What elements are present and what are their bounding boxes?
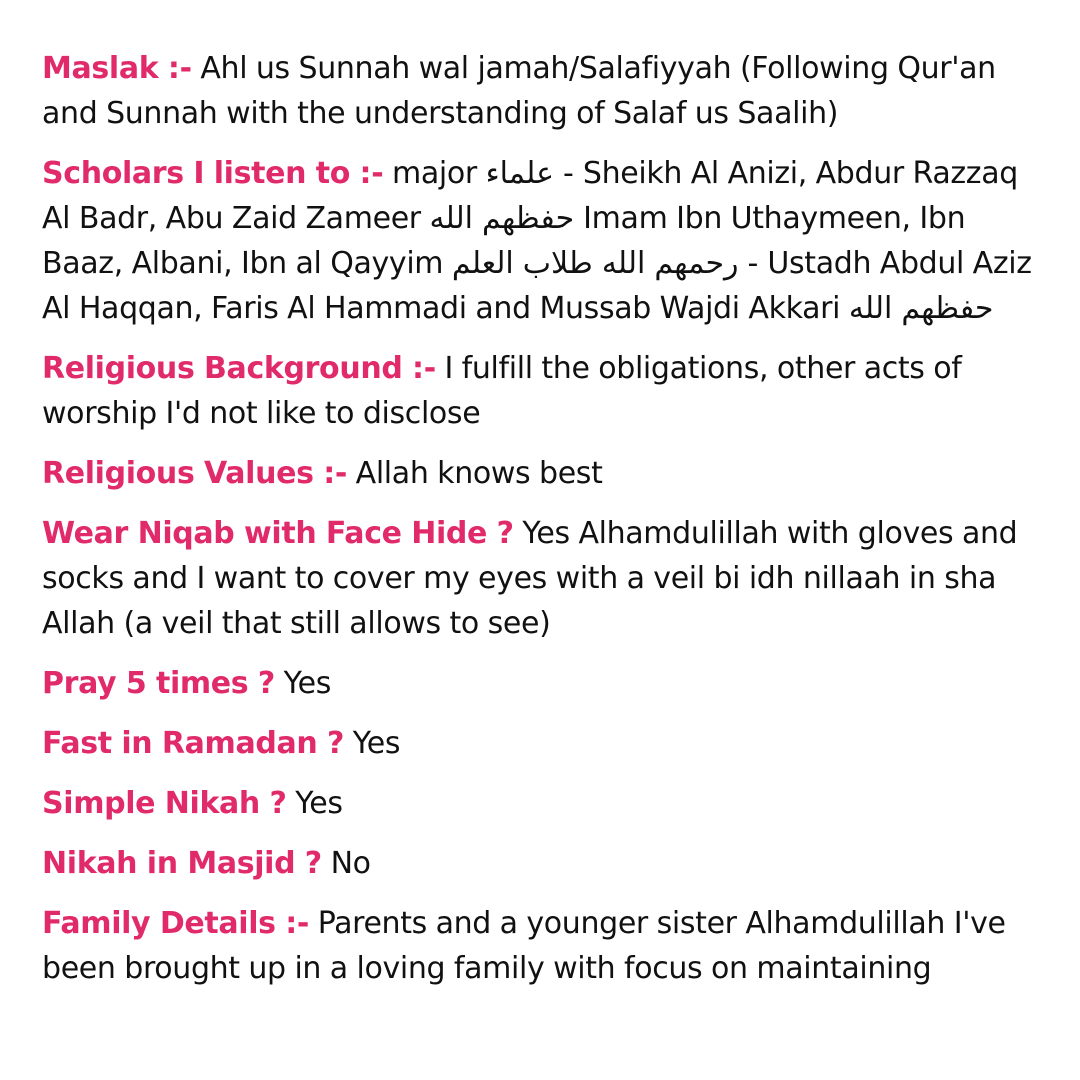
entry-maslak [42, 46, 1052, 136]
entry-value: Ahl us Sunnah wal jamah/Salafiyyah (Following Qur'an and Sunnah with the understanding of Salaf us Saalih) [42, 51, 996, 131]
entry-value: Parents and a younger sister Alhamdulillah I've been brought up in a loving family with focus on maintaining [42, 906, 1006, 986]
entry-value: major علماء - Sheikh Al Anizi, Abdur Razzaq Al Badr, Abu Zaid Zameer حفظهم الله Imam Ibn Uthaymeen, Ibn Baaz, Albani, Ibn al Qayyim رحمهم الله طلاب العلم - Ustadh Abdul Aziz Al Haqqan, Faris Al Hammadi and Mussab Wajdi Akkari حفظهم الله [42, 156, 1032, 326]
entry-value: Allah knows best [355, 456, 603, 491]
entry-label: Scholars I listen to :- [42, 156, 384, 191]
entry-pray [42, 661, 1052, 706]
entry-value: Yes [295, 786, 343, 821]
entry-label: Fast in Ramadan ? [42, 726, 345, 761]
entry-value: No [330, 846, 371, 881]
entry-label: Nikah in Masjid ? [42, 846, 322, 881]
entry-value: Yes [283, 666, 332, 701]
entry-religious-background [42, 346, 1052, 436]
entry-niqab [42, 511, 1052, 646]
entry-label: Simple Nikah ? [42, 786, 287, 821]
entry-label: Family Details :- [42, 906, 310, 941]
entry-fast [42, 721, 1052, 766]
entry-value: I fulfill the obligations, other acts of worship I'd not like to disclose [42, 351, 962, 431]
entry-religious-values [42, 451, 1052, 496]
entry-nikah-masjid [42, 841, 1052, 886]
entry-value: Yes Alhamdulillah with gloves and socks and I want to cover my eyes with a veil bi idh nillaah in sha Allah (a veil that still allows to see) [42, 516, 1018, 641]
entry-family [42, 901, 1052, 991]
entry-label: Religious Values :- [42, 456, 347, 491]
entry-label: Religious Background :- [42, 351, 436, 386]
entry-label: Wear Niqab with Face Hide ? [42, 516, 514, 551]
entry-scholars [42, 151, 1052, 331]
entry-label: Pray 5 times ? [42, 666, 275, 701]
entry-label: Maslak :- [42, 51, 192, 86]
entry-value: Yes [352, 726, 401, 761]
profile-details [42, 46, 1052, 1006]
entry-simple-nikah [42, 781, 1052, 826]
